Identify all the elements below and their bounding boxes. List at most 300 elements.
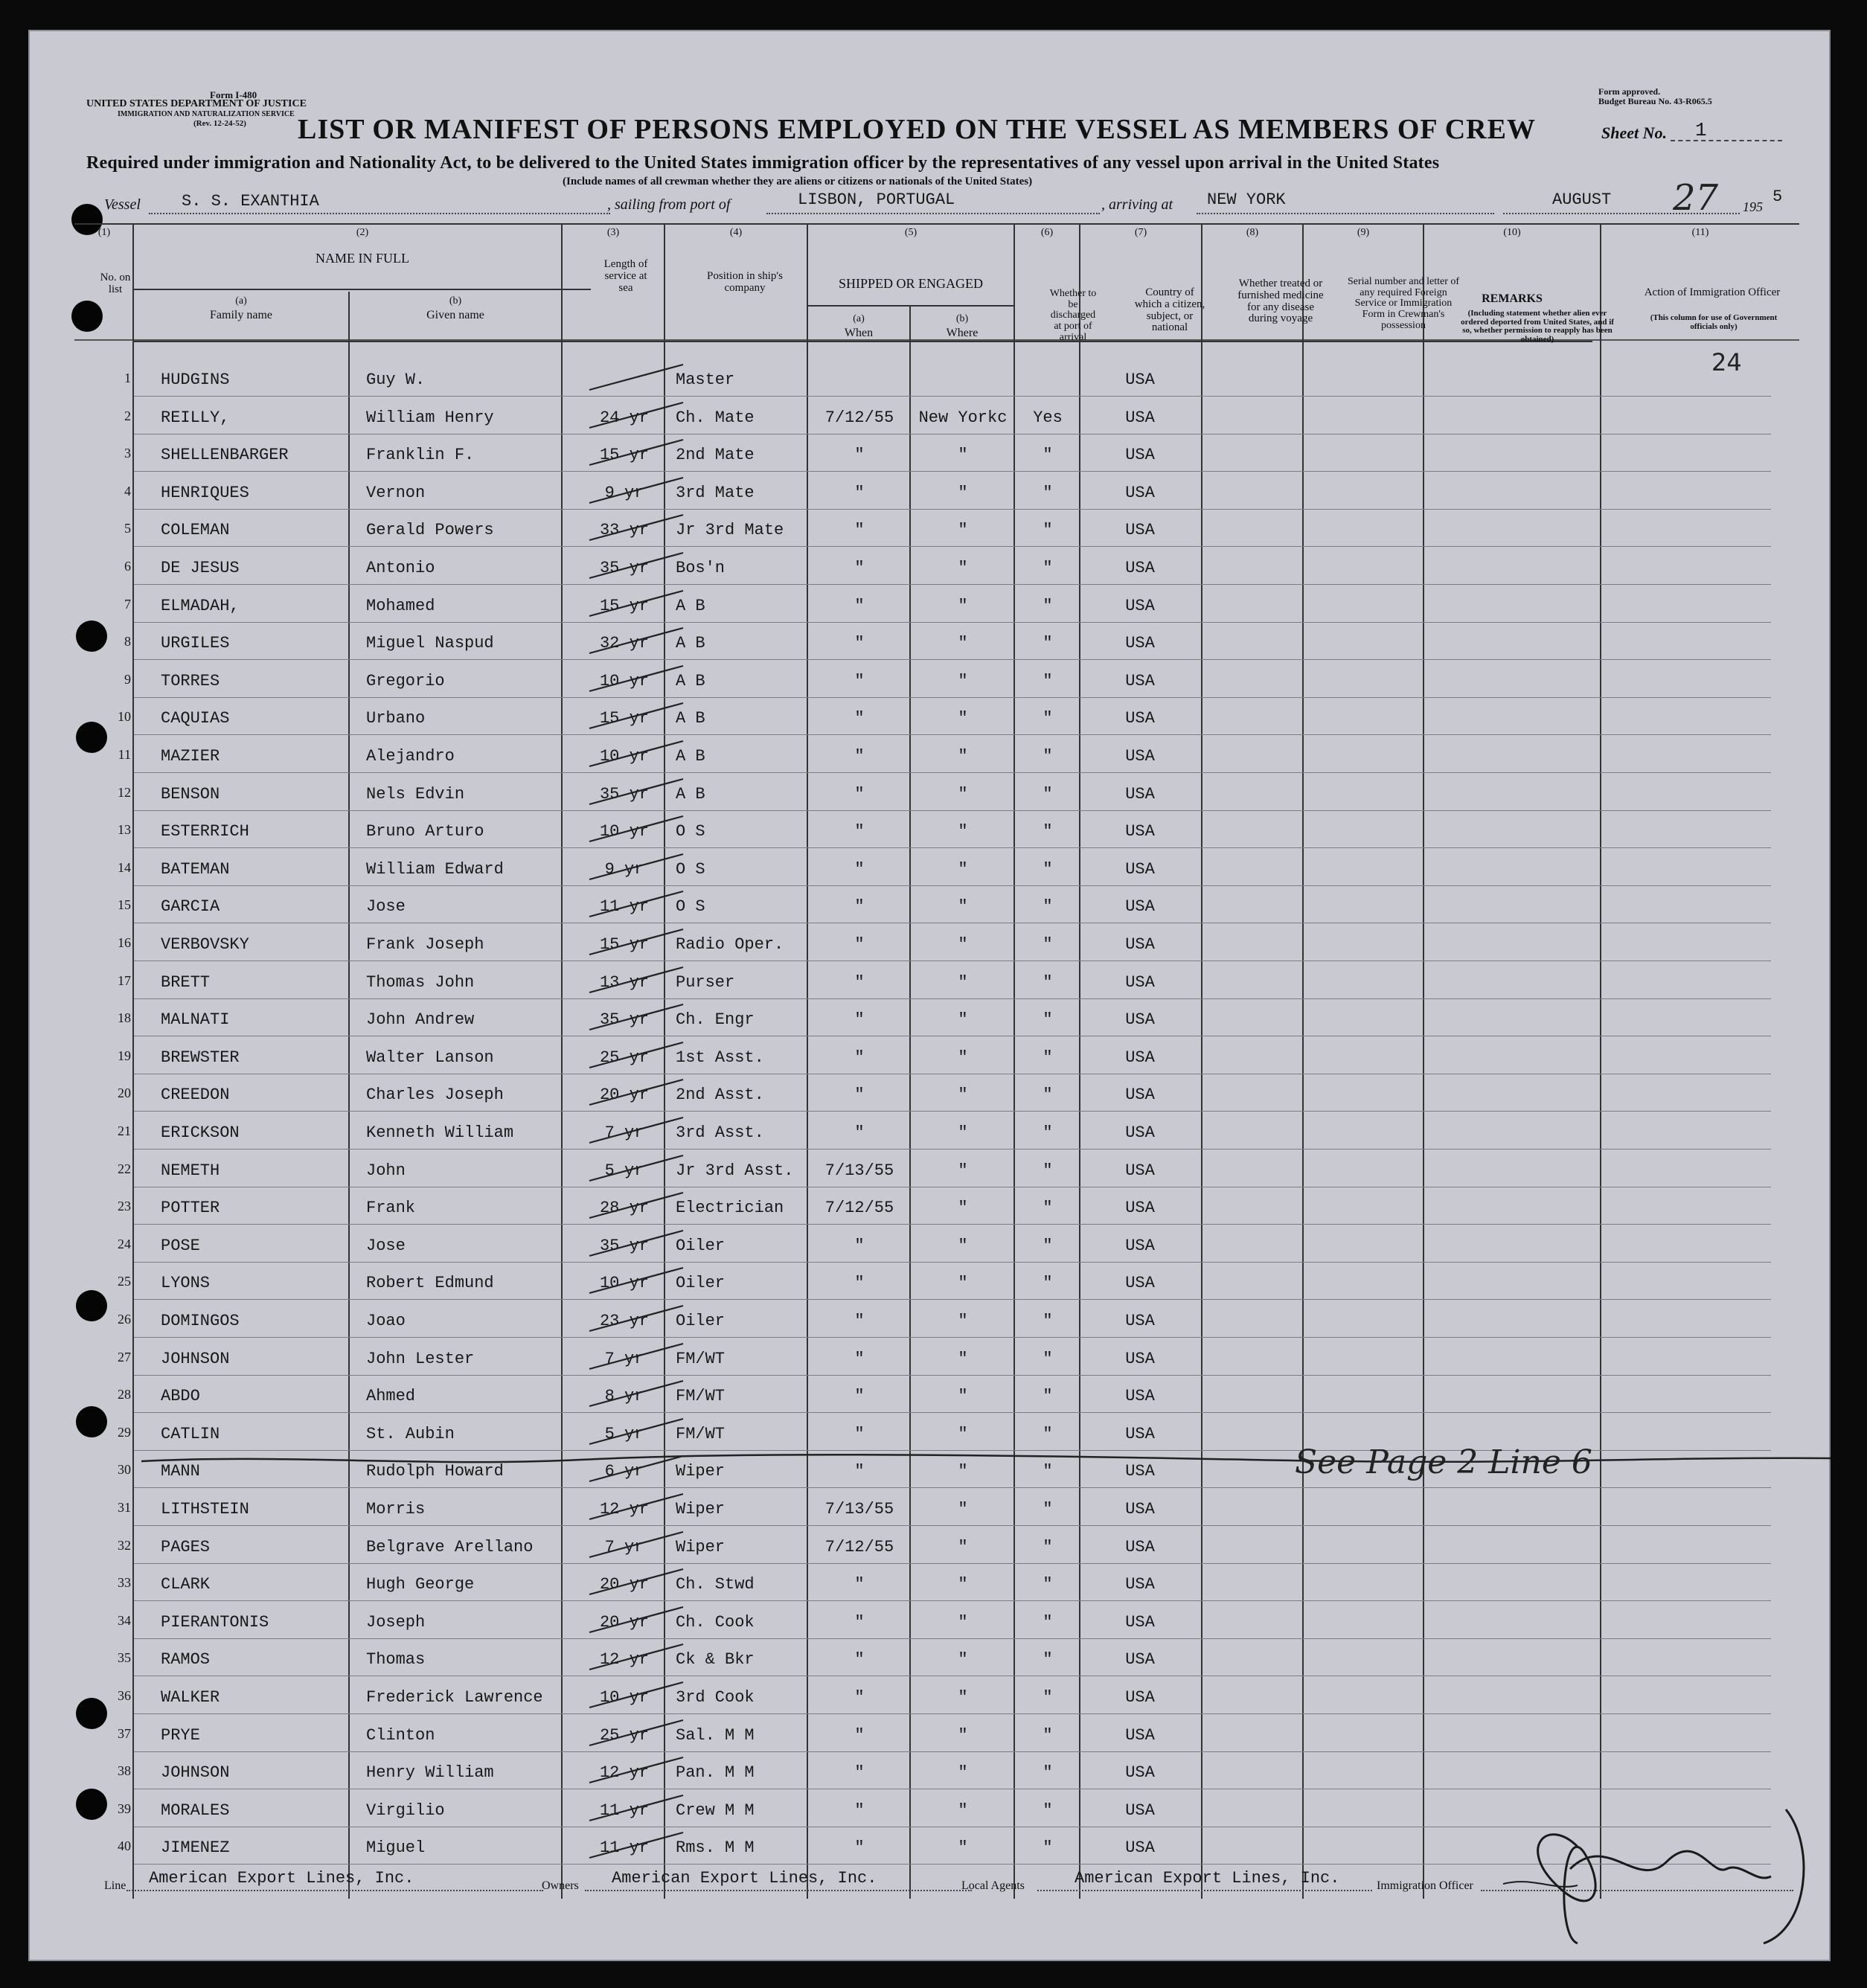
- service-length: 11 yr: [599, 1838, 649, 1858]
- shipped-where: ": [958, 634, 968, 653]
- row-number: 27: [118, 1349, 131, 1365]
- shipped-when: ": [854, 859, 865, 879]
- row-number: 5: [124, 521, 131, 536]
- row-number: 30: [118, 1462, 131, 1478]
- shipped-when: ": [854, 1274, 865, 1293]
- country: USA: [1125, 1424, 1155, 1443]
- service-length: 32 yr: [599, 634, 649, 653]
- country: USA: [1125, 972, 1155, 992]
- discharged: ": [1043, 1387, 1053, 1406]
- family-name: ERICKSON: [161, 1123, 240, 1142]
- shipped-when: ": [854, 634, 865, 653]
- strike-row-30: [134, 1451, 1845, 1469]
- shipped-where: ": [958, 483, 968, 502]
- given-name: Morris: [366, 1500, 426, 1519]
- given-name: Charles Joseph: [366, 1086, 504, 1105]
- country: USA: [1125, 1612, 1155, 1632]
- given-name: Rudolph Howard: [366, 1462, 504, 1481]
- service-length: 15 yr: [599, 446, 649, 465]
- row-number: 26: [118, 1312, 131, 1327]
- shipped-when: ": [854, 1763, 865, 1783]
- shipped-where: ": [958, 1688, 968, 1707]
- given-name: Frederick Lawrence: [366, 1688, 543, 1707]
- service-length: 15 yr: [599, 935, 649, 954]
- shipped-where: ": [958, 1537, 968, 1556]
- position: Ch. Mate: [676, 408, 755, 427]
- country: USA: [1125, 747, 1155, 766]
- service-length: 33 yr: [599, 521, 649, 540]
- position: Purser: [676, 972, 735, 992]
- col9-header: Serial number and letter of any required Foreign Service or Immigration Form in Crewman's possession: [1347, 276, 1460, 331]
- agents-label: Local Agents: [961, 1879, 1025, 1892]
- col2-header: NAME IN FULL: [316, 251, 409, 266]
- given-name: Virgilio: [366, 1801, 445, 1820]
- shipped-where: ": [958, 1048, 968, 1067]
- row-rule: [134, 810, 1771, 811]
- discharged: ": [1043, 1575, 1053, 1594]
- given-name: Miguel Naspud: [366, 634, 494, 653]
- service-length: 12 yr: [599, 1763, 649, 1783]
- service-length: 9 yr: [604, 859, 644, 879]
- service-length: 15 yr: [599, 709, 649, 728]
- check-stroke: [586, 1113, 691, 1150]
- col7-number: (7): [1134, 227, 1147, 238]
- shipped-where: ": [958, 671, 968, 690]
- row-number: 16: [118, 935, 131, 950]
- col2b-header: Given name: [426, 309, 484, 321]
- shipped-when: ": [854, 1725, 865, 1745]
- discharged: ": [1043, 1086, 1053, 1105]
- country: USA: [1125, 1537, 1155, 1556]
- row-rule: [134, 1375, 1771, 1376]
- position: 1st Asst.: [676, 1048, 764, 1067]
- row-number: 9: [124, 671, 131, 687]
- family-name: JIMENEZ: [161, 1838, 230, 1858]
- col11-note: (This column for use of Government officials only): [1650, 313, 1778, 331]
- service-length: 35 yr: [599, 1010, 649, 1030]
- discharged: ": [1043, 483, 1053, 502]
- shipped-when: ": [854, 1312, 865, 1330]
- country: USA: [1125, 1763, 1155, 1783]
- given-name: Bruno Arturo: [366, 822, 484, 841]
- country: USA: [1125, 1387, 1155, 1406]
- check-stroke: [586, 1603, 691, 1640]
- shipped-when: ": [854, 897, 865, 917]
- officer-label: Immigration Officer: [1377, 1879, 1473, 1892]
- shipped-where: ": [958, 822, 968, 841]
- row-rule: [134, 1525, 1771, 1526]
- position: Oiler: [676, 1236, 726, 1255]
- discharged: ": [1043, 1048, 1053, 1067]
- position: Jr 3rd Mate: [676, 521, 784, 540]
- sheet-label: Sheet No.: [1601, 124, 1667, 142]
- service-length: 10 yr: [599, 1688, 649, 1707]
- shipped-where: ": [958, 1763, 968, 1783]
- given-name: Miguel: [366, 1838, 426, 1858]
- check-stroke: [586, 1376, 691, 1414]
- service-length: 28 yr: [599, 1199, 649, 1218]
- punch-hole: [76, 722, 107, 753]
- position: Wiper: [676, 1500, 726, 1519]
- discharged: ": [1043, 822, 1053, 841]
- given-name: Joseph: [366, 1612, 426, 1632]
- discharged: ": [1043, 709, 1053, 728]
- row-number: 14: [118, 859, 131, 875]
- country: USA: [1125, 559, 1155, 577]
- discharged: ": [1043, 1010, 1053, 1030]
- family-name: POSE: [161, 1236, 200, 1255]
- col2b-number: (b): [449, 295, 462, 307]
- country: USA: [1125, 1801, 1155, 1820]
- row-rule: [134, 1487, 1771, 1488]
- shipped-when: ": [854, 1688, 865, 1707]
- position: A B: [676, 709, 705, 728]
- shipped-where: ": [958, 1650, 968, 1670]
- row-number: 4: [124, 483, 131, 498]
- discharged: ": [1043, 1763, 1053, 1783]
- country: USA: [1125, 1462, 1155, 1481]
- shipped-when: ": [854, 747, 865, 766]
- position: Wiper: [676, 1462, 726, 1481]
- manifest-title: LIST OR MANIFEST OF PERSONS EMPLOYED ON THE VESSEL AS MEMBERS OF CREW: [298, 114, 1536, 145]
- col3-header: Length of service at sea: [603, 258, 648, 294]
- check-stroke: [586, 1527, 691, 1565]
- row-number: 8: [124, 634, 131, 650]
- check-stroke: [586, 699, 691, 736]
- shipped-where: ": [958, 709, 968, 728]
- col4-number: (4): [729, 227, 743, 238]
- row-number: 2: [124, 408, 131, 423]
- row-number: 10: [118, 709, 131, 725]
- shipped-when: ": [854, 709, 865, 728]
- discharged: ": [1043, 1650, 1053, 1670]
- check-stroke: [586, 1075, 691, 1112]
- row-number: 1: [124, 371, 131, 385]
- position: Bos'n: [676, 559, 726, 577]
- position: Rms. M M: [676, 1838, 755, 1858]
- discharged: ": [1043, 446, 1053, 465]
- family-name: REILLY,: [161, 408, 230, 427]
- country: USA: [1125, 1838, 1155, 1858]
- row-rule: [134, 471, 1771, 472]
- family-name: MANN: [161, 1462, 200, 1481]
- shipped-when: ": [854, 1650, 865, 1670]
- family-name: BREWSTER: [161, 1048, 240, 1067]
- col10-note: (Including statement whether alien ever ordered deported from United States, and if so, whether permission to reapply has been obtained): [1461, 309, 1614, 344]
- family-name: URGILES: [161, 634, 230, 653]
- row-rule: [134, 546, 1771, 547]
- family-name: JOHNSON: [161, 1763, 230, 1783]
- discharged: ": [1043, 1838, 1053, 1858]
- family-name: POTTER: [161, 1199, 220, 1218]
- check-stroke: [586, 1263, 691, 1301]
- given-name: William Henry: [366, 408, 494, 427]
- shipped-when: ": [854, 1236, 865, 1255]
- check-stroke: [586, 812, 691, 849]
- discharged: ": [1043, 1725, 1053, 1745]
- discharged: ": [1043, 596, 1053, 615]
- position: Wiper: [676, 1537, 726, 1556]
- given-name: Vernon: [366, 483, 426, 502]
- country: USA: [1125, 859, 1155, 879]
- shipped-when: ": [854, 1424, 865, 1443]
- position: 2nd Asst.: [676, 1086, 764, 1105]
- col5b-number: (b): [955, 313, 969, 324]
- vessel-name: S. S. EXANTHIA: [182, 192, 319, 211]
- shipped-when: ": [854, 822, 865, 841]
- shipped-where: ": [958, 897, 968, 917]
- country: USA: [1125, 822, 1155, 841]
- country: USA: [1125, 1236, 1155, 1255]
- given-name: Jose: [366, 897, 406, 917]
- check-stroke: [586, 925, 691, 962]
- row-rule: [134, 697, 1771, 698]
- shipped-where: ": [958, 1801, 968, 1820]
- row-number: 13: [118, 822, 131, 838]
- given-name: Guy W.: [366, 371, 426, 389]
- given-name: Belgrave Arellano: [366, 1537, 534, 1556]
- given-name: Gerald Powers: [366, 521, 494, 540]
- given-name: Ahmed: [366, 1387, 416, 1406]
- discharged: ": [1043, 1312, 1053, 1330]
- row-number: 18: [118, 1010, 131, 1026]
- given-name: Urbano: [366, 709, 426, 728]
- discharged: ": [1043, 1161, 1053, 1180]
- punch-hole: [76, 1789, 107, 1820]
- position: Pan. M M: [676, 1763, 755, 1783]
- check-stroke: [586, 1151, 691, 1188]
- given-name: Hugh George: [366, 1575, 475, 1594]
- given-name: Gregorio: [366, 671, 445, 690]
- shipped-where: ": [958, 784, 968, 804]
- position: A B: [676, 596, 705, 615]
- check-stroke: [586, 473, 691, 510]
- discharged: ": [1043, 1801, 1053, 1820]
- row-number: 25: [118, 1274, 131, 1289]
- position: A B: [676, 784, 705, 804]
- service-length: 9 yr: [604, 483, 644, 502]
- check-stroke: [586, 887, 691, 924]
- given-name: Joao: [366, 1312, 406, 1330]
- given-name: John: [366, 1161, 406, 1180]
- family-name: NEMETH: [161, 1161, 220, 1180]
- row-rule: [134, 659, 1771, 660]
- country: USA: [1125, 1650, 1155, 1670]
- check-stroke: [586, 1678, 691, 1715]
- country: USA: [1125, 371, 1155, 389]
- service-length: 25 yr: [599, 1725, 649, 1745]
- row-rule: [134, 1111, 1771, 1112]
- check-stroke: [586, 1490, 691, 1527]
- family-name: DOMINGOS: [161, 1312, 240, 1330]
- position: Oiler: [676, 1274, 726, 1293]
- position: O S: [676, 897, 705, 917]
- country: USA: [1125, 1274, 1155, 1293]
- col2a-number: (a): [235, 295, 247, 307]
- shipped-when: ": [854, 935, 865, 954]
- service-length: 11 yr: [599, 1801, 649, 1820]
- row-number: 3: [124, 446, 131, 461]
- row-number: 12: [118, 784, 131, 800]
- country: USA: [1125, 709, 1155, 728]
- family-name: VERBOVSKY: [161, 935, 249, 954]
- family-name: ABDO: [161, 1387, 200, 1406]
- country: USA: [1125, 1349, 1155, 1368]
- row-number: 28: [118, 1387, 131, 1402]
- service-length: 7 yr: [604, 1123, 644, 1142]
- officer-count-mark: 24: [1711, 348, 1742, 376]
- row-rule: [134, 622, 1771, 623]
- discharged: ": [1043, 1462, 1053, 1481]
- given-name: Nels Edvin: [366, 784, 465, 804]
- position: A B: [676, 671, 705, 690]
- shipped-where: New Yorkc: [918, 408, 1008, 427]
- col10-header: REMARKS: [1482, 292, 1543, 305]
- country: USA: [1125, 1688, 1155, 1707]
- row-number: 37: [118, 1725, 131, 1741]
- position: FM/WT: [676, 1349, 726, 1368]
- check-stroke: [586, 661, 691, 699]
- position: FM/WT: [676, 1387, 726, 1406]
- service-length: 10 yr: [599, 1274, 649, 1293]
- service-length: 5 yr: [604, 1424, 644, 1443]
- row-rule: [134, 734, 1771, 735]
- check-stroke: [586, 1753, 691, 1790]
- agents-value: American Export Lines, Inc.: [1075, 1869, 1340, 1888]
- col9-number: (9): [1357, 227, 1370, 238]
- check-stroke: [586, 1000, 691, 1037]
- family-name: PIERANTONIS: [161, 1612, 269, 1632]
- department: UNITED STATES DEPARTMENT OF JUSTICE: [86, 98, 307, 109]
- remark-annotation: See Page 2 Line 6: [1295, 1443, 1592, 1481]
- punch-hole: [76, 1406, 107, 1437]
- check-stroke: [586, 623, 691, 661]
- manifest-sheet: [28, 30, 1831, 1961]
- country: USA: [1125, 897, 1155, 917]
- country: USA: [1125, 1086, 1155, 1105]
- shipped-when: ": [854, 1349, 865, 1368]
- discharged: ": [1043, 1236, 1053, 1255]
- shipped-when: ": [854, 1123, 865, 1142]
- service-length: 10 yr: [599, 671, 649, 690]
- position: O S: [676, 822, 705, 841]
- shipped-where: ": [958, 521, 968, 540]
- country: USA: [1125, 521, 1155, 540]
- position: Ck & Bkr: [676, 1650, 755, 1670]
- family-name: DE JESUS: [161, 559, 240, 577]
- given-name: Thomas John: [366, 972, 475, 992]
- discharged: ": [1043, 897, 1053, 917]
- discharged: ": [1043, 935, 1053, 954]
- shipped-when: ": [854, 671, 865, 690]
- row-number: 40: [118, 1838, 131, 1854]
- service-length: 25 yr: [599, 1048, 649, 1067]
- shipped-where: ": [958, 596, 968, 615]
- discharged: ": [1043, 1537, 1053, 1556]
- shipped-when: ": [854, 1838, 865, 1858]
- position: 2nd Mate: [676, 446, 755, 465]
- row-rule: [134, 1713, 1771, 1714]
- family-name: WALKER: [161, 1688, 220, 1707]
- family-name: COLEMAN: [161, 521, 230, 540]
- manifest-note: (Include names of all crewman whether they are aliens or citizens or nationals of the United States): [563, 176, 1033, 187]
- position: Oiler: [676, 1312, 726, 1330]
- discharged: ": [1043, 1199, 1053, 1218]
- discharged: ": [1043, 1424, 1053, 1443]
- col5b-header: Where: [946, 327, 979, 339]
- family-name: BRETT: [161, 972, 211, 992]
- shipped-when: ": [854, 1086, 865, 1105]
- shipped-when: ": [854, 521, 865, 540]
- punch-hole: [76, 621, 107, 652]
- check-stroke: [586, 510, 691, 548]
- col10-number: (10): [1503, 227, 1521, 238]
- given-name: Kenneth William: [366, 1123, 514, 1142]
- service-length: 11 yr: [599, 897, 649, 917]
- col5a-header: When: [844, 327, 874, 339]
- country: USA: [1125, 483, 1155, 502]
- country: USA: [1125, 408, 1155, 427]
- shipped-when: ": [854, 1575, 865, 1594]
- position: Electrician: [676, 1199, 784, 1218]
- col5-number: (5): [904, 227, 918, 238]
- shipped-where: ": [958, 1236, 968, 1255]
- shipped-where: ": [958, 1199, 968, 1218]
- discharged: ": [1043, 1349, 1053, 1368]
- shipped-where: ": [958, 446, 968, 465]
- shipped-when: ": [854, 483, 865, 502]
- family-name: ELMADAH,: [161, 596, 240, 615]
- shipped-when: 7/13/55: [824, 1161, 894, 1180]
- service-length: 20 yr: [599, 1612, 649, 1632]
- row-rule: [134, 998, 1771, 999]
- row-number: 15: [118, 897, 131, 913]
- given-name: Frank Joseph: [366, 935, 484, 954]
- shipped-where: ": [958, 859, 968, 879]
- service-length: 12 yr: [599, 1650, 649, 1670]
- row-rule: [134, 1262, 1771, 1263]
- shipped-where: ": [958, 1123, 968, 1142]
- position: A B: [676, 747, 705, 766]
- country: USA: [1125, 596, 1155, 615]
- country: USA: [1125, 634, 1155, 653]
- shipped-where: ": [958, 1838, 968, 1858]
- check-stroke: [586, 1226, 691, 1263]
- port-to: NEW YORK: [1207, 190, 1286, 209]
- shipped-where: ": [958, 1010, 968, 1030]
- arrival-month: AUGUST: [1552, 190, 1612, 209]
- family-name: LITHSTEIN: [161, 1500, 249, 1519]
- country: USA: [1125, 1312, 1155, 1330]
- given-name: St. Aubin: [366, 1424, 455, 1443]
- shipped-when: ": [854, 784, 865, 804]
- shipped-where: ": [958, 1086, 968, 1105]
- row-number: 20: [118, 1086, 131, 1101]
- row-number: 32: [118, 1537, 131, 1553]
- shipped-where: ": [958, 1312, 968, 1330]
- service-length: 23 yr: [599, 1312, 649, 1330]
- row-rule: [134, 1412, 1771, 1413]
- form-approved: Form approved.: [1598, 86, 1661, 97]
- country: USA: [1125, 1048, 1155, 1067]
- discharged: Yes: [1033, 408, 1063, 427]
- position: 3rd Asst.: [676, 1123, 764, 1142]
- arrival-year-prefix: 195: [1743, 199, 1763, 214]
- row-rule: [134, 1563, 1771, 1564]
- family-name: PAGES: [161, 1537, 211, 1556]
- position: Jr 3rd Asst.: [676, 1161, 794, 1180]
- given-name: Walter Lanson: [366, 1048, 494, 1067]
